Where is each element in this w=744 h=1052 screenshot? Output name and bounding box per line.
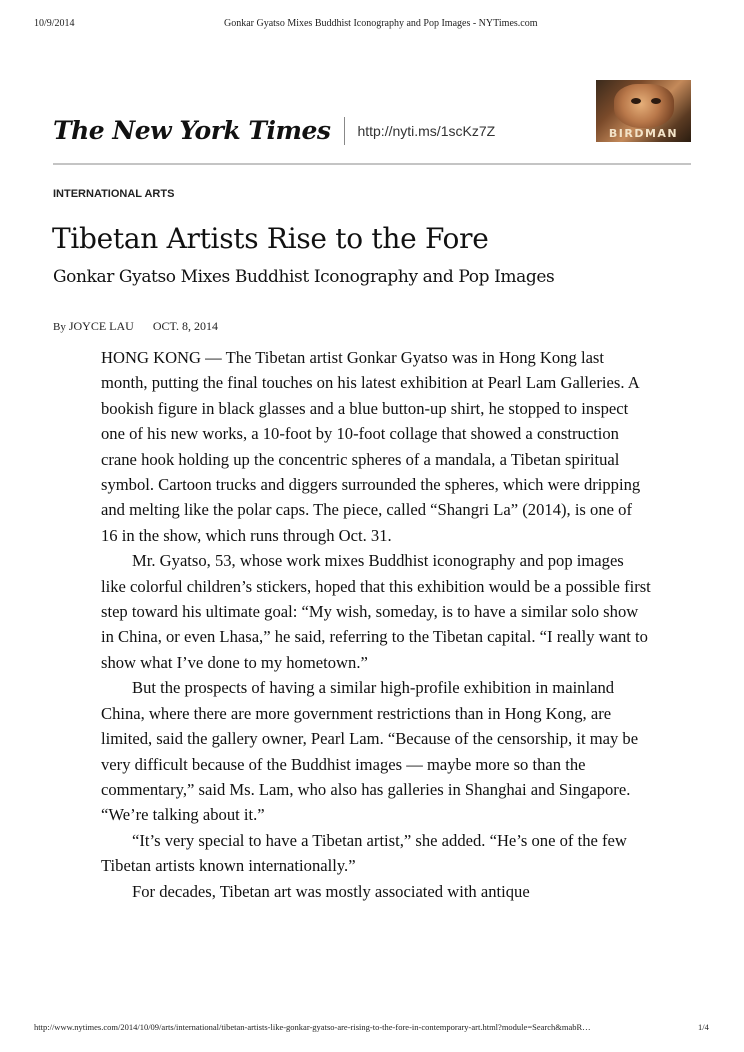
article-paragraph: Mr. Gyatso, 53, whose work mixes Buddhist iconography and pop images like colorful children’s stickers, hoped that this exhibition would be a possible first step toward his ultimate goal: “My wish, someday, is to have a similar solo show in China, or even Lhasa,” he said, referring to the Tibetan capital. “I really want to show what I’ve done to my hometown.”	[101, 551, 651, 672]
byline-prefix: By	[53, 321, 66, 333]
masthead-rule	[53, 163, 691, 165]
nyt-logo[interactable]: The New York Times	[53, 116, 331, 145]
masthead-divider	[344, 117, 345, 145]
print-url: http://www.nytimes.com/2014/10/09/arts/international/tibetan-artists-like-gonkar-gyatso-are-rising-to-the-fore-in-contemporary-art.html?module=Search&mabR…	[34, 1022, 591, 1032]
ad-text: BIRDMAN	[608, 127, 679, 140]
print-page-title: Gonkar Gyatso Mixes Buddhist Iconography and Pop Images - NYTimes.com	[224, 18, 538, 29]
ad-face-image	[614, 84, 674, 128]
ad-eye	[631, 98, 641, 104]
section-kicker[interactable]: INTERNATIONAL ARTS	[53, 188, 175, 200]
print-date: 10/9/2014	[34, 18, 75, 29]
article-body	[101, 345, 651, 904]
short-url-link[interactable]: http://nyti.ms/1scKz7Z	[357, 122, 496, 139]
publish-date: OCT. 8, 2014	[152, 319, 218, 333]
headline: Tibetan Artists Rise to the Fore	[52, 222, 489, 255]
article-paragraph: But the prospects of having a similar high-profile exhibition in mainland China, where there are more government restrictions than in Hong Kong, are limited, said the gallery owner, Pearl Lam. “Because of the censorship, it may be very difficult because of the Buddhist images — maybe more so than the commentary,” said Ms. Lam, who also has galleries in Shanghai and Singapore. “We’re talking about it.”	[101, 678, 639, 825]
subheadline: Gonkar Gyatso Mixes Buddhist Iconography and Pop Images	[53, 267, 555, 287]
birdman-ad[interactable]	[596, 80, 691, 142]
article-paragraph: “It’s very special to have a Tibetan artist,” she added. “He’s one of the few Tibetan artists known internationally.”	[101, 830, 627, 876]
byline	[53, 319, 218, 334]
author-name[interactable]: JOYCE LAU	[68, 319, 134, 333]
masthead	[53, 116, 495, 145]
article-paragraph: HONG KONG — The Tibetan artist Gonkar Gyatso was in Hong Kong last month, putting the final touches on his latest exhibition at Pearl Lam Galleries. A bookish figure in black glasses and a blue button-up shirt, he stopped to inspect one of his new works, a 10-foot by 10-foot collage that showed a construction crane hook holding up the concentric spheres of a mandala, a Tibetan spiritual symbol. Cartoon trucks and diggers surrounded the spheres, which were dripping and melting like the polar caps. The piece, called “Shangri La” (2014), is one of 16 in the show, which runs through Oct. 31.	[101, 348, 641, 545]
page-number: 1/4	[698, 1022, 709, 1032]
article-paragraph: For decades, Tibetan art was mostly associated with antique	[132, 881, 530, 901]
ad-eye	[651, 98, 661, 104]
